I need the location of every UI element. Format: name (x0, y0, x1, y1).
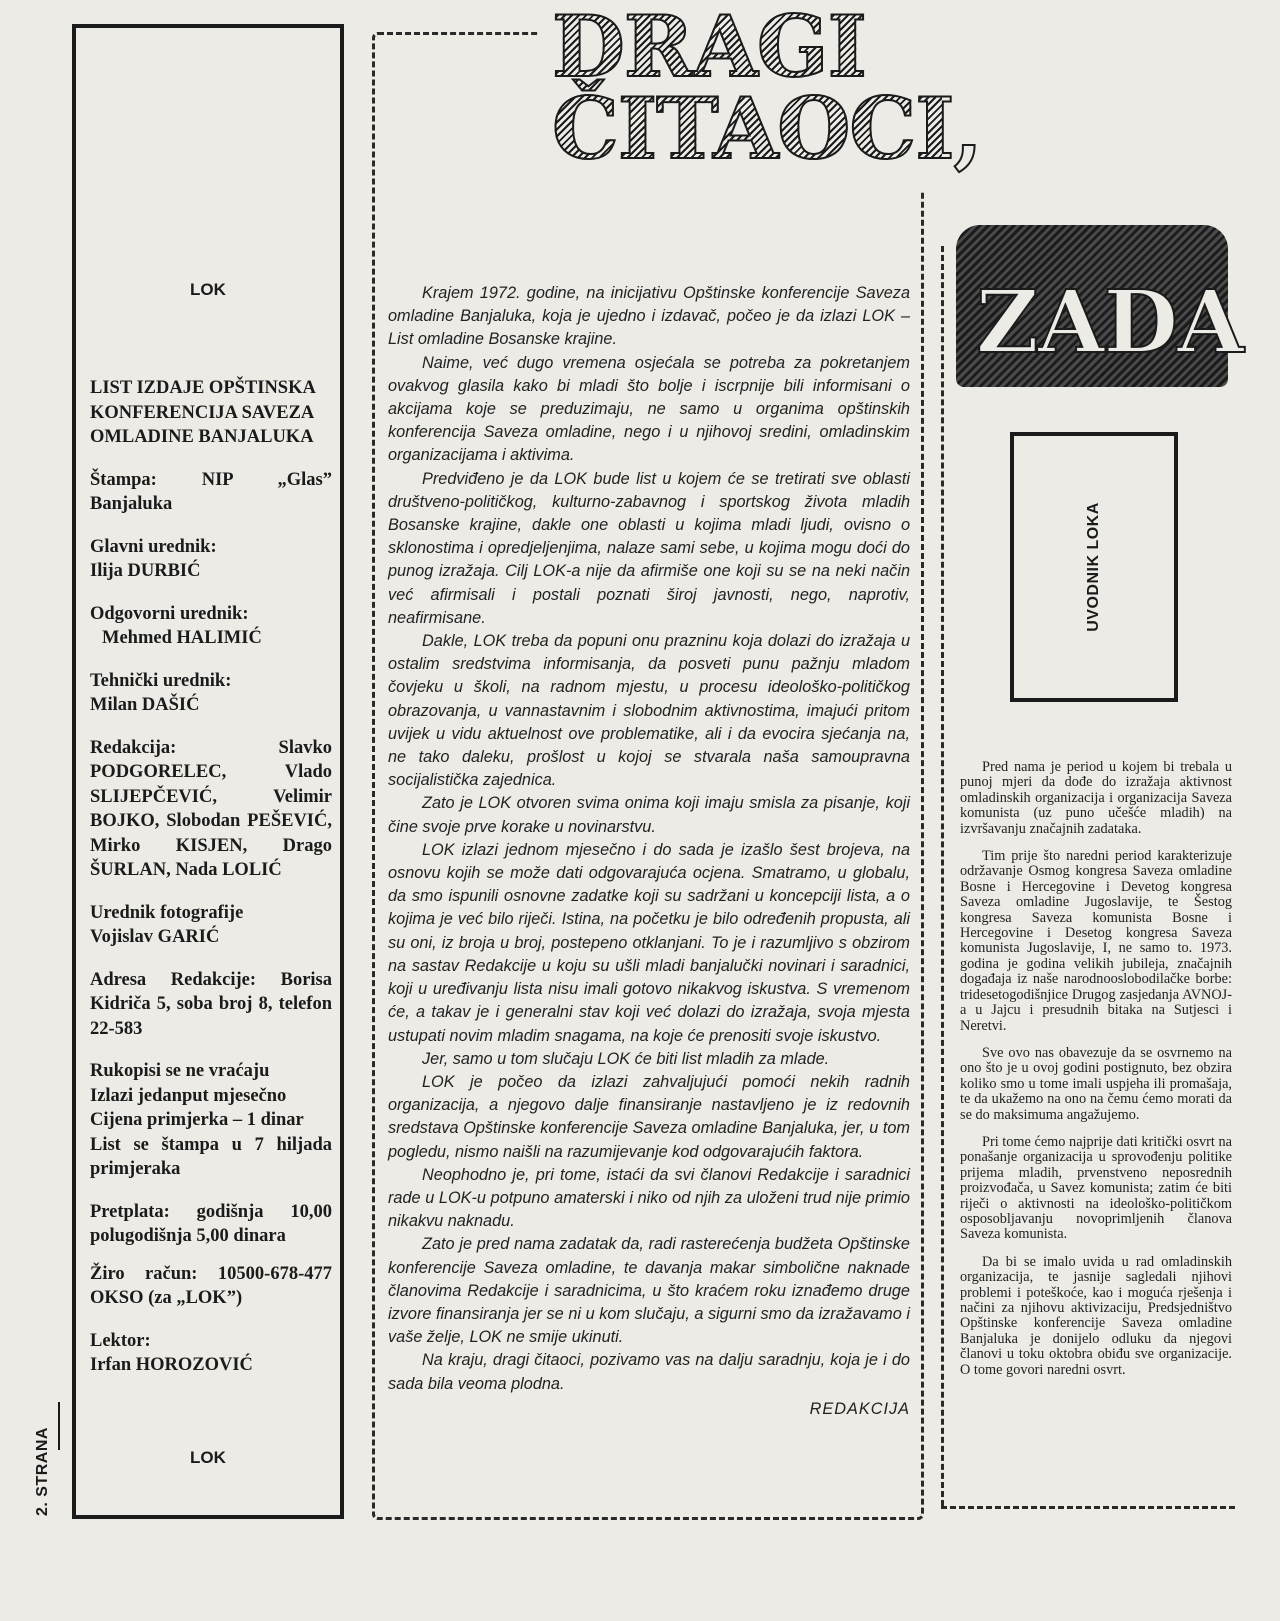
responsible-editor (90, 602, 332, 651)
page-number: 2. STRANA (34, 1427, 51, 1516)
editorial-paragraph: LOK izlazi jednom mjesečno i do sada je izašlo šest brojeva, na osnovu kojih se može dati odgovarajuća ocjena. Smatramo, u globalu, da smo ispunili osnovne zadatke koji su sadržani u koncepciji lista, a o kojima je već bilo riječi. Istina, na početku je bilo određenih propusta, ali su oni, iz broja u broj, postepeno otklanjani. To je i razumljivo s obzirom na sastav Redakcije u koju su ušli mladi banjalučki novinari i saradnici, koji u uređivanju lista nisu imali gotovo nikakvog iskustva. S vremenom će, a takav je i generalni stav koji već dolazi do izražaja, svoja mjesta ustupati novim mladim snagama, na koje će prenositi svoje iskustvo. (388, 840, 910, 1045)
publisher-block (90, 376, 332, 450)
intro-paragraph: Da bi se imalo uvida u rad omladinskih organizacija, te jasnije sagledali njihovi problemi i poteškoće, kao i moguća rješenja i načini za njihovu aktivizaciju, Predsjedništvo Opštinske konferencije Saveza omladine Banjaluka je donijelo odluku da njegovi članovi u toku oktobra obiđu sve organizacije. O tome govori naredni osvrt. (960, 1253, 1232, 1378)
lector-label: Lektor: (90, 1330, 151, 1351)
responsible-editor-label: Odgovorni urednik: (90, 603, 249, 624)
editorial-paragraph: LOK je počeo da izlazi zahvaljujući pomoći nekih radnih organizacija, a njegovo dalje finansiranje nastavljeno je iz redovnih sredstava Opštinske konferencije Saveza omladine Banjaluka, jer, u tom pogledu, nismo naišli na razumijevanje kod odgovarajućih faktora. (388, 1072, 910, 1161)
editorial-paragraph: Zato je pred nama zadatak da, radi rasterećenja budžeta Opštinske konferencije Saveza omladine, te davanja makar simbolične naknade članovima Redakcije i saradnicima, u što kraćem roku iznađemo druge izvore finansiranja jer se ni u kom slučaju, a sigurni smo da izražavamo i vaše želje, LOK ne smije ukinuti. (388, 1235, 910, 1347)
intro-text (960, 760, 1232, 1390)
section-label-box (1010, 432, 1178, 702)
impressum-text (90, 376, 332, 1396)
editorial-paragraph: Naime, već dugo vremena osjećala se potreba za pokretanjem ovakvog glasila kako bi mladi što bolje i iscrpnije bili informisani o akcijama koje se preduzimaju, ne samo u organima opštinskih konferencija Saveza omladine, nego i u njihovoj sredini, omladinskim organizacijama i aktivima. (388, 353, 910, 465)
print-shop: Štampa: NIP „Glas” Banjaluka (90, 469, 332, 514)
right-border-bottom (941, 1506, 1235, 1509)
frequency-note: Izlazi jedanput mjesečno (90, 1085, 287, 1106)
chief-editor (90, 535, 332, 584)
editorial-paragraph: Predviđeno je da LOK bude list u kojem će se tretirati sve oblasti društveno-političkog, kulturno-zabavnog i sportskog života mladih Bosanske krajine, dakle one oblasti u kojima mladi ljudi, ovisno o sklonostima i opredjeljenjima, nalaze sami sebe, u kojima mogu doći do punog izražaja. Cilj LOK-a nije da afirmiše one koji su se na neki način već afirmisali i postali poznati široj javnosti, nego, naprotiv, neafirmisane. (388, 469, 910, 627)
editorial-paragraph: Neophodno je, pri tome, istaći da svi članovi Redakcije i saradnici rade u LOK-u potpuno amaterski i niko od njih za uloženi trud nije primio nikakvu naknadu. (388, 1165, 910, 1231)
intro-paragraph: Pred nama je period u kojem bi trebala u punoj mjeri da dođe do izražaja aktivnost omladinskih organizacija i organizacija Saveza komunista (uz puno učešće mladih) na izvršavanju značajnih zadataka. (960, 759, 1232, 837)
photo-editor-label: Urednik fotografije (90, 902, 244, 923)
editorial-paragraph: Zato je LOK otvoren svima onima koji imaju smisla za pisanje, koji čine svoje prve korake u novinarstvu. (388, 794, 910, 836)
editorial-paragraph: Dakle, LOK treba da popuni onu prazninu koja dolazi do izražaja u ostalim sredstvima informisanja, da posveti punu pažnju mladom čovjeku u školi, na radnom mjestu, u procesu ideološko-političkog obrazovanja, u vannastavnim i slobodnim aktivnostima, imajući pritom uvijek u vidu aktuelnost ove problematike, ali i da evocira sjećanja na, ne tako daleku, prošlost u kojoj se stvarala naša samoupravna socijalistička zajednica. (388, 632, 910, 790)
lok-label-top: LOK (190, 280, 226, 299)
technical-editor-name: Milan DAŠIĆ (90, 695, 200, 715)
zada-title: ZADA (976, 272, 1243, 373)
lector (90, 1329, 332, 1378)
headline-line: DRAGI (552, 0, 866, 96)
page-number-rule (58, 1402, 60, 1450)
lector-name: Irfan HOROZOVIĆ (90, 1355, 253, 1375)
lok-label-bottom: LOK (190, 1448, 226, 1467)
right-border-vertical (941, 246, 944, 1506)
technical-editor (90, 669, 332, 718)
manuscripts-note: Rukopisi se ne vraćaju (90, 1061, 270, 1081)
publishing-info (90, 1059, 332, 1182)
editorial-address: Adresa Redakcije: Borisa Kidriča 5, soba broj 8, telefon 22-583 (90, 969, 332, 1039)
responsible-editor-name: Mehmed HALIMIĆ (102, 628, 262, 648)
intro-paragraph: Tim prije što naredni period karakterizuje održavanje Osmog kongresa Saveza omladine Bosne i Hercegovine i Devetog kongresa Saveza omladine Jugoslavije, te Šestog kongresa Saveza komunista Bosne i Hercegovine i Desetog kongresa Saveza komunista Jugoslavije, I, ne samo to. 1973. godina je godina velikih jubileja, značajnih događaja iz naše narodnooslobodilačke borbe: tridesetogodišnjice Drugog zasjedanja AVNOJ-a u Jajcu i presudnih bitaka na Sutjesci i Neretvi. (960, 848, 1232, 1034)
editorial-signature: REDAKCIJA (809, 1399, 910, 1418)
headline (552, 0, 982, 178)
photo-editor-name: Vojislav GARIĆ (90, 927, 220, 947)
chief-editor-label: Glavni urednik: (90, 536, 217, 557)
photo-editor (90, 901, 332, 950)
editorial-board: Redakcija: Slavko PODGORELEC, Vlado SLIJEPČEVIĆ, Velimir BOJKO, Slobodan PEŠEVIĆ, Mirko KISJEN, Drago ŠURLAN, Nada LOLIĆ (90, 737, 332, 880)
chief-editor-name: Ilija DURBIĆ (90, 561, 201, 581)
publisher-line: KONFERENCIJA SAVEZA (90, 402, 315, 423)
editorial-paragraph: Jer, samo u tom slučaju LOK će biti list mladih za mlade. (422, 1049, 830, 1068)
editorial-body (388, 282, 910, 1421)
editorial-paragraph: Krajem 1972. godine, na inicijativu Opštinske konferencije Saveza omladine Banjaluka, koja je ujedno i izdavač, počeo je da izlazi LOK – List omladine Bosanske krajine. (388, 284, 910, 349)
print-run-note: List se štampa u 7 hiljada primjeraka (90, 1134, 332, 1179)
price-note: Cijena primjerka – 1 dinar (90, 1110, 304, 1130)
bank-account: Žiro račun: 10500-678-477 OKSO (za „LOK”) (90, 1263, 332, 1308)
technical-editor-label: Tehnički urednik: (90, 670, 232, 691)
intro-paragraph: Pri tome ćemo najprije dati kritički osvrt na ponašanje organizacija u sprovođenju politike prijema mladih, prvenstveno neposrednih proizvođača, u Savez komunista; zatim će biti riječi o aktivnosti na ideološko-političkom osposobljavanju novoprimljenih članova Saveza komunista. (960, 1133, 1232, 1243)
editorial-paragraph: Na kraju, dragi čitaoci, pozivamo vas na dalju saradnju, koja je i do sada bila veoma plodna. (388, 1351, 910, 1393)
subscription: Pretplata: godišnja 10,00 polugodišnja 5,00 dinara (90, 1201, 332, 1246)
section-label: UVODNIK LOKA (1085, 502, 1102, 632)
publisher-line: OMLADINE BANJALUKA (90, 427, 314, 447)
headline-line: ČITAOCI, (552, 79, 982, 178)
impressum-box (72, 24, 344, 1519)
intro-paragraph: Sve ovo nas obavezuje da se osvrnemo na ono što je u ovoj godini postignuto, bez obzira koliko smo u tome imali uspjeha ili promašaja, te da ukažemo na ono na čemu ćemo morati da se do maksimuma angažujemo. (960, 1044, 1232, 1123)
publisher-line: LIST IZDAJE OPŠTINSKA (90, 378, 316, 398)
